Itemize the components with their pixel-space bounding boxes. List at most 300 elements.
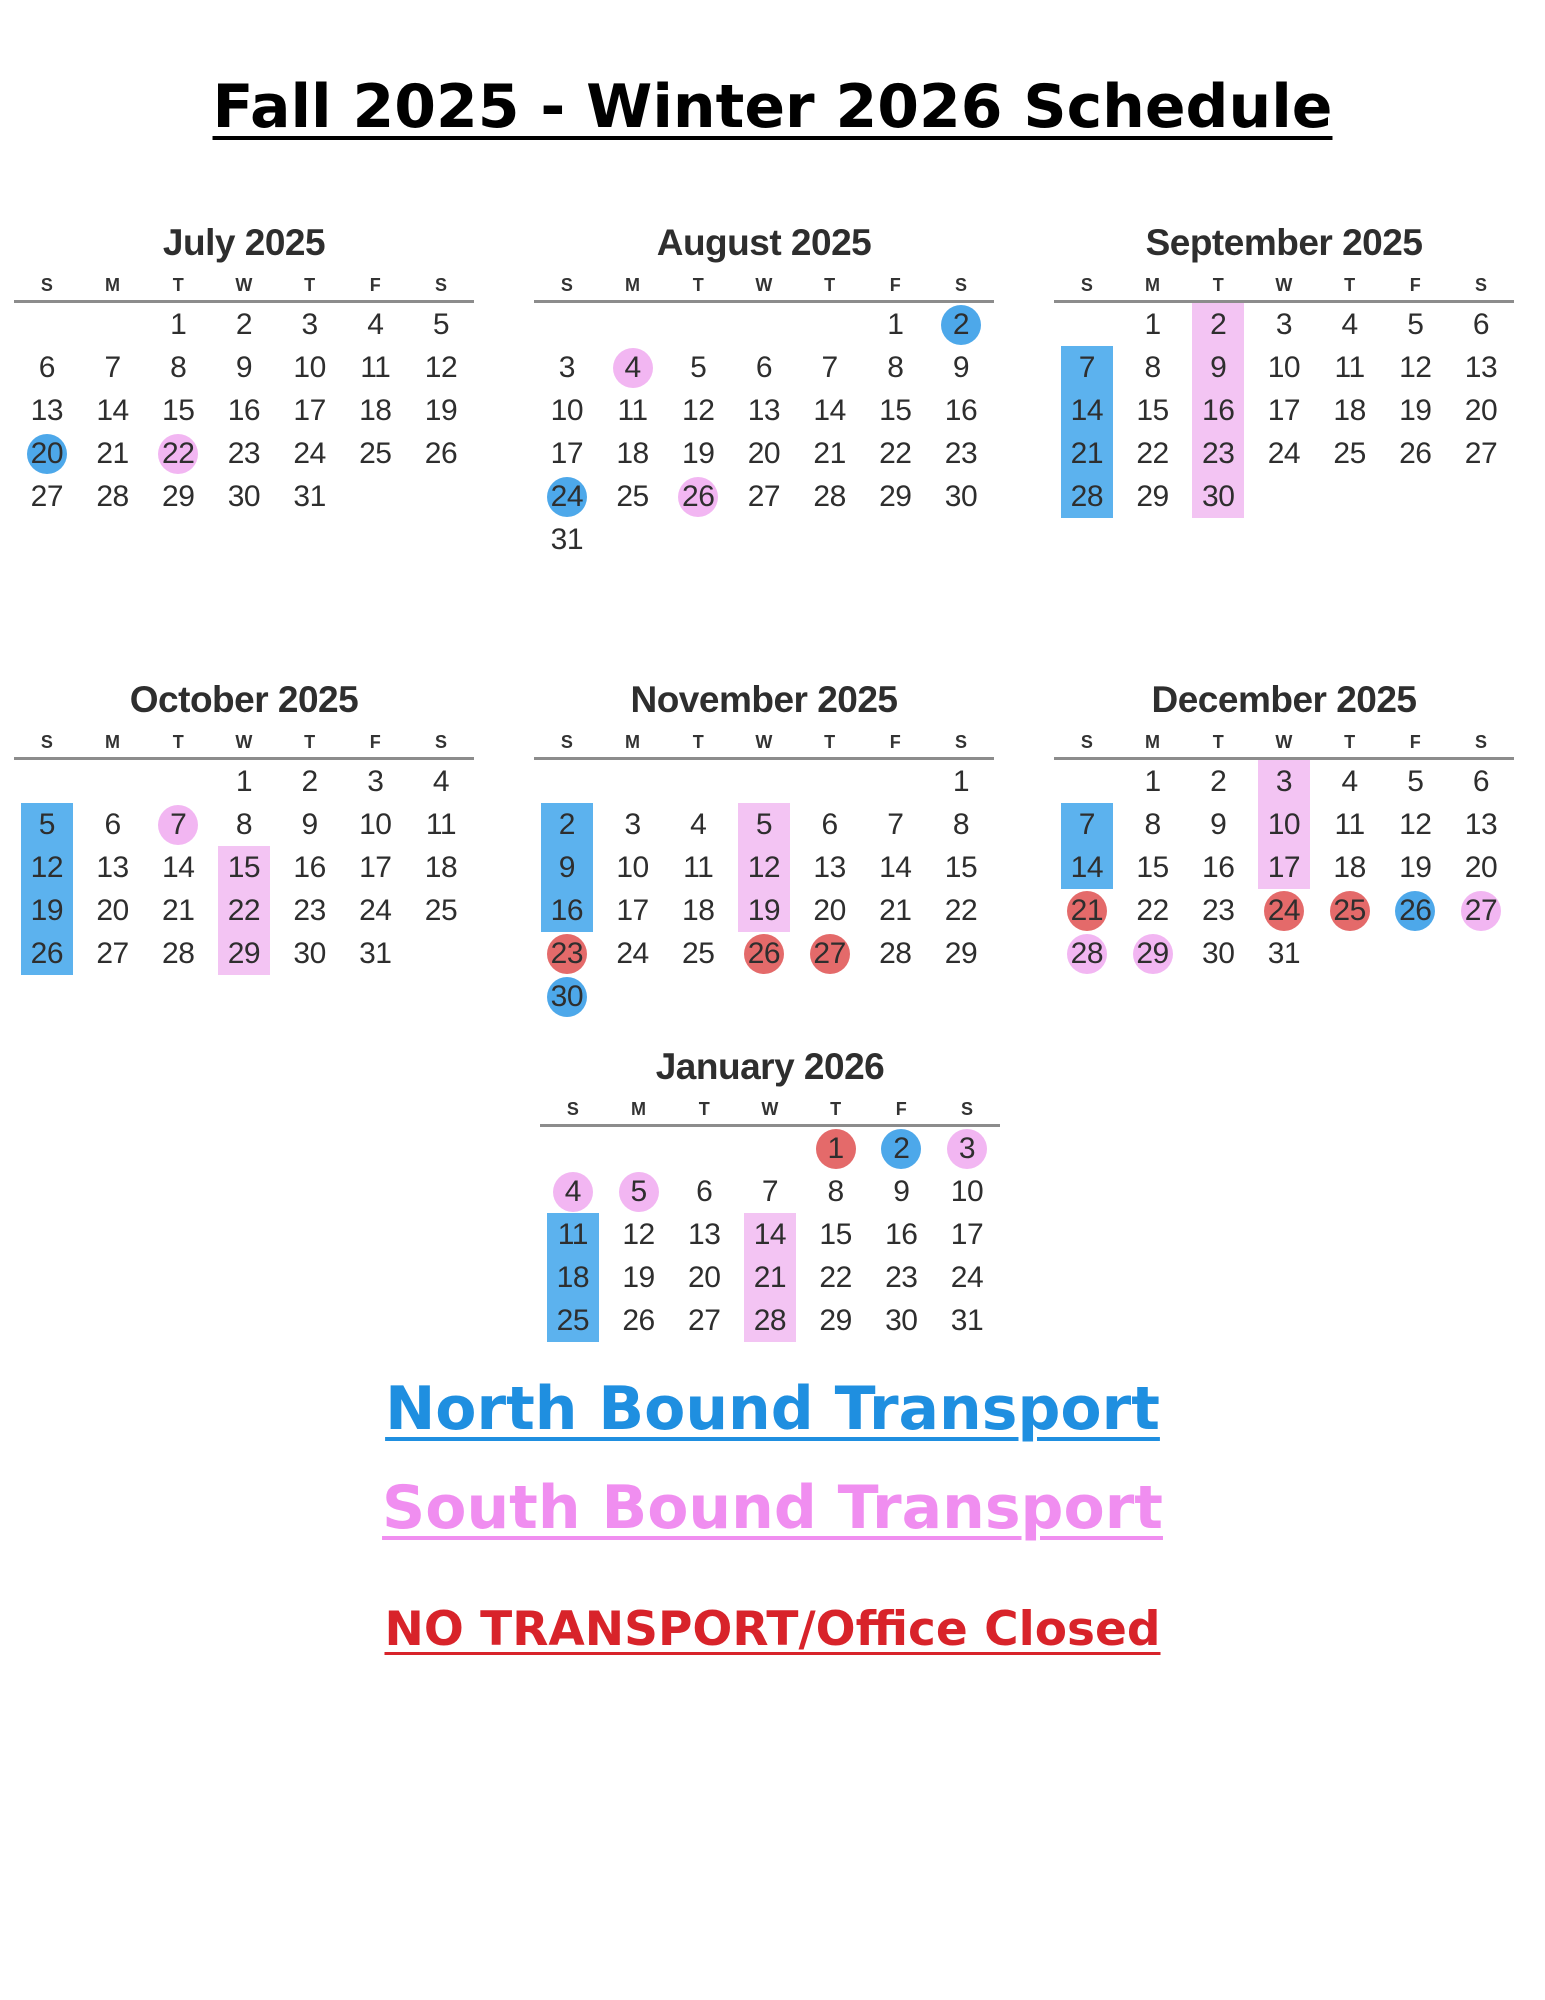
calendar-day: 9 xyxy=(1210,808,1227,841)
calendar-day: 20 xyxy=(1464,851,1498,884)
calendar-day: 14 xyxy=(162,851,195,884)
calendar-day: 15 xyxy=(1136,394,1169,427)
calendar-day: 11 xyxy=(1334,808,1365,841)
calendar-week xyxy=(14,303,474,346)
calendar-day: 15 xyxy=(227,851,261,884)
calendar-day-empty xyxy=(737,1127,803,1170)
calendar-week xyxy=(1054,475,1514,518)
calendar-day: 28 xyxy=(879,937,912,970)
calendar-day: 27 xyxy=(747,480,781,513)
calendar-day: 31 xyxy=(950,1304,984,1337)
month-title: January 2026 xyxy=(655,1046,885,1087)
calendar-day: 10 xyxy=(616,851,649,884)
calendar-day-empty xyxy=(145,760,211,803)
weekday-label: F xyxy=(369,275,381,295)
calendar-week xyxy=(534,889,994,932)
calendar-day: 5 xyxy=(1407,308,1424,341)
calendar-day: 23 xyxy=(1202,437,1235,470)
calendar-day: 17 xyxy=(616,894,649,927)
calendar-day: 3 xyxy=(1275,308,1292,341)
calendar-day-empty xyxy=(534,760,600,803)
calendar-day: 18 xyxy=(424,851,458,884)
calendar-week xyxy=(534,346,994,389)
calendar-day: 29 xyxy=(944,937,978,970)
calendar-day: 13 xyxy=(1464,351,1498,384)
weekday-label: T xyxy=(1212,275,1224,295)
calendar-day-empty xyxy=(797,760,863,803)
weekday-label: M xyxy=(105,732,121,752)
calendar-week xyxy=(540,1256,1000,1299)
calendar-day-empty xyxy=(862,975,928,1018)
calendar-day: 28 xyxy=(96,480,129,513)
calendar-day-empty xyxy=(1054,760,1120,803)
calendar-day: 22 xyxy=(879,437,912,470)
calendar-day-north-bound: 24 xyxy=(534,475,600,518)
calendar-day: 30 xyxy=(1202,937,1235,970)
calendar-week xyxy=(534,975,994,1018)
calendar-day: 4 xyxy=(1341,308,1358,341)
calendar-day: 5 xyxy=(690,351,707,384)
weekday-header xyxy=(14,727,474,760)
weekday-label: W xyxy=(1275,275,1293,295)
weekday-header xyxy=(540,1094,1000,1127)
weekday-label: M xyxy=(105,275,121,295)
calendar-september-2025 xyxy=(1054,216,1514,518)
calendar-day: 11 xyxy=(617,394,648,427)
weekday-label: S xyxy=(434,275,447,295)
calendar-day: 3 xyxy=(558,351,575,384)
calendar-day: 3 xyxy=(301,308,318,341)
weekday-label: W xyxy=(235,275,253,295)
weekday-label: S xyxy=(1080,732,1093,752)
calendar-day: 8 xyxy=(235,808,252,841)
calendar-day-closed: 21 xyxy=(1054,889,1120,932)
weekday-label: S xyxy=(40,732,53,752)
calendar-day: 12 xyxy=(1399,351,1432,384)
calendar-day: 15 xyxy=(879,394,912,427)
calendar-day: 25 xyxy=(359,437,392,470)
weekday-label: T xyxy=(1344,732,1356,752)
calendar-day: 5 xyxy=(1407,765,1424,798)
weekday-label: S xyxy=(1474,275,1487,295)
calendar-day: 12 xyxy=(622,1218,655,1251)
calendar-day-south-bound: 28 xyxy=(1054,932,1120,975)
calendar-week xyxy=(14,932,474,975)
calendar-day: 16 xyxy=(550,894,584,927)
calendar-week xyxy=(534,475,994,518)
weekday-label: S xyxy=(1080,275,1093,295)
calendar-day: 21 xyxy=(162,894,195,927)
weekday-label: S xyxy=(40,275,53,295)
calendar-day: 16 xyxy=(1202,851,1235,884)
weekday-label: S xyxy=(434,732,447,752)
calendar-day-empty xyxy=(1448,932,1514,975)
calendar-day-closed: 1 xyxy=(803,1127,869,1170)
month-title: November 2025 xyxy=(630,679,898,720)
calendar-day-empty xyxy=(731,303,797,346)
calendar-day: 8 xyxy=(887,351,904,384)
calendar-day: 11 xyxy=(425,808,457,841)
weekday-label: T xyxy=(692,732,704,752)
calendar-day: 2 xyxy=(235,308,252,341)
calendar-day: 18 xyxy=(1333,851,1366,884)
calendar-day: 5 xyxy=(755,808,772,841)
calendar-day: 30 xyxy=(944,480,978,513)
calendar-day: 31 xyxy=(550,523,584,556)
calendar-day: 11 xyxy=(1334,351,1365,384)
calendar-day-closed: 23 xyxy=(534,932,600,975)
calendar-day: 28 xyxy=(813,480,846,513)
calendar-day: 8 xyxy=(827,1175,844,1208)
calendar-day: 20 xyxy=(688,1261,721,1294)
calendar-day: 31 xyxy=(359,937,392,970)
calendar-day: 10 xyxy=(1267,351,1301,384)
weekday-label: S xyxy=(566,1099,579,1119)
calendar-day: 30 xyxy=(1202,480,1235,513)
calendar-day: 7 xyxy=(821,351,838,384)
calendar-day: 30 xyxy=(227,480,261,513)
weekday-label: T xyxy=(824,732,836,752)
calendar-day: 8 xyxy=(170,351,187,384)
calendar-day-empty xyxy=(731,975,797,1018)
calendar-day: 18 xyxy=(359,394,392,427)
weekday-label: T xyxy=(824,275,836,295)
weekday-label: S xyxy=(960,1099,973,1119)
calendar-day: 19 xyxy=(1399,394,1432,427)
month-grid xyxy=(534,303,994,561)
calendar-day-north-bound: 26 xyxy=(1382,889,1448,932)
legend-north-bound: North Bound Transport xyxy=(385,1374,1160,1444)
calendar-day: 8 xyxy=(952,808,970,841)
calendar-day: 29 xyxy=(819,1304,852,1337)
calendar-day-empty xyxy=(408,932,474,975)
calendar-day: 22 xyxy=(944,894,978,927)
calendar-day: 2 xyxy=(301,765,318,798)
month-title: August 2025 xyxy=(656,222,872,263)
weekday-label: T xyxy=(172,732,184,752)
calendar-day: 14 xyxy=(879,851,912,884)
calendar-day-empty xyxy=(600,760,666,803)
calendar-day-empty xyxy=(1054,303,1120,346)
calendar-week xyxy=(1054,303,1514,346)
month-title: December 2025 xyxy=(1151,679,1417,720)
calendar-week xyxy=(534,760,994,803)
calendar-day-north-bound: 2 xyxy=(868,1127,934,1170)
calendar-july-2025 xyxy=(14,216,474,518)
calendar-day: 12 xyxy=(1399,808,1432,841)
calendar-day: 21 xyxy=(813,437,846,470)
calendar-day-empty xyxy=(408,475,474,518)
calendar-day: 25 xyxy=(616,480,649,513)
calendar-day: 28 xyxy=(753,1304,787,1337)
calendar-day-closed: 26 xyxy=(731,932,797,975)
calendar-august-2025 xyxy=(534,216,994,561)
calendar-day: 16 xyxy=(227,394,261,427)
month-grid xyxy=(1054,760,1514,975)
calendar-day: 27 xyxy=(1464,437,1498,470)
calendar-day-empty xyxy=(80,760,146,803)
calendar-day: 17 xyxy=(293,394,326,427)
weekday-label: F xyxy=(889,732,901,752)
calendar-day-empty xyxy=(797,518,863,561)
calendar-day: 4 xyxy=(690,808,707,841)
calendar-day: 17 xyxy=(1267,851,1301,884)
calendar-week xyxy=(534,303,994,346)
weekday-label: S xyxy=(954,732,967,752)
calendar-day-empty xyxy=(797,303,863,346)
calendar-day: 2 xyxy=(558,808,575,841)
month-grid xyxy=(540,1127,1000,1342)
calendar-day-empty xyxy=(862,518,928,561)
calendar-week xyxy=(14,760,474,803)
calendar-day: 22 xyxy=(819,1261,852,1294)
weekday-label: T xyxy=(698,1099,710,1119)
weekday-label: W xyxy=(1275,732,1293,752)
calendar-day: 6 xyxy=(1472,308,1490,341)
calendar-week xyxy=(1054,760,1514,803)
calendar-day-empty xyxy=(1448,475,1514,518)
calendar-day: 10 xyxy=(359,808,392,841)
calendar-day-south-bound: 4 xyxy=(600,346,666,389)
calendar-day-south-bound: 5 xyxy=(606,1170,672,1213)
calendar-day: 29 xyxy=(162,480,195,513)
calendar-day-empty xyxy=(14,760,80,803)
weekday-label: F xyxy=(889,275,901,295)
calendar-day: 30 xyxy=(293,937,326,970)
calendar-week xyxy=(14,432,474,475)
month-title: July 2025 xyxy=(162,222,326,263)
calendar-day: 23 xyxy=(1202,894,1235,927)
calendar-day: 11 xyxy=(557,1218,588,1251)
calendar-week xyxy=(1054,889,1514,932)
calendar-day: 19 xyxy=(424,394,458,427)
calendar-week xyxy=(14,389,474,432)
calendar-day: 24 xyxy=(1267,437,1301,470)
calendar-day: 25 xyxy=(556,1304,590,1337)
calendar-day: 21 xyxy=(96,437,129,470)
calendar-day-empty xyxy=(600,975,666,1018)
calendar-day: 24 xyxy=(359,894,392,927)
calendar-week xyxy=(534,518,994,561)
calendar-week xyxy=(14,475,474,518)
calendar-day: 19 xyxy=(747,894,781,927)
calendar-day: 23 xyxy=(293,894,326,927)
calendar-day: 6 xyxy=(696,1175,713,1208)
calendar-day-empty xyxy=(731,518,797,561)
calendar-week xyxy=(14,803,474,846)
weekday-label: M xyxy=(625,275,641,295)
calendar-week xyxy=(534,846,994,889)
calendar-day: 13 xyxy=(747,394,781,427)
legend-south-bound: South Bound Transport xyxy=(382,1473,1163,1543)
month-grid xyxy=(1054,303,1514,518)
calendar-day-empty xyxy=(797,975,863,1018)
calendar-day-empty xyxy=(665,760,731,803)
calendar-day: 26 xyxy=(30,937,64,970)
calendar-day: 15 xyxy=(819,1218,852,1251)
calendar-day: 12 xyxy=(424,351,458,384)
calendar-day-empty xyxy=(342,475,408,518)
calendar-day: 12 xyxy=(682,394,715,427)
calendar-december-2025 xyxy=(1054,673,1514,975)
calendar-day-south-bound: 29 xyxy=(1120,932,1186,975)
weekday-label: F xyxy=(369,732,381,752)
calendar-week xyxy=(534,932,994,975)
calendar-day: 18 xyxy=(556,1261,590,1294)
calendar-day: 13 xyxy=(30,394,64,427)
calendar-day: 10 xyxy=(950,1175,984,1208)
calendar-day-empty xyxy=(665,303,731,346)
calendar-day: 13 xyxy=(96,851,129,884)
calendar-day: 17 xyxy=(1267,394,1301,427)
calendar-day-south-bound: 3 xyxy=(934,1127,1000,1170)
calendar-day: 24 xyxy=(293,437,326,470)
calendar-day: 7 xyxy=(104,351,121,384)
weekday-label: T xyxy=(304,275,316,295)
calendar-day: 6 xyxy=(755,351,772,384)
calendar-day: 15 xyxy=(944,851,978,884)
month-grid xyxy=(14,760,474,975)
calendar-october-2025 xyxy=(14,673,474,975)
calendar-day: 3 xyxy=(1275,765,1292,798)
weekday-label: M xyxy=(625,732,641,752)
calendar-day: 14 xyxy=(1070,851,1104,884)
calendar-day: 10 xyxy=(293,351,326,384)
calendar-day: 12 xyxy=(30,851,64,884)
calendar-week xyxy=(540,1127,1000,1170)
weekday-header xyxy=(1054,727,1514,760)
calendar-day: 13 xyxy=(688,1218,721,1251)
calendar-week xyxy=(540,1299,1000,1342)
calendar-day: 9 xyxy=(235,351,252,384)
calendar-day-empty xyxy=(1251,475,1317,518)
calendar-day-empty xyxy=(862,760,928,803)
calendar-day: 8 xyxy=(1144,808,1161,841)
page-title: Fall 2025 - Winter 2026 Schedule xyxy=(212,72,1333,142)
weekday-label: T xyxy=(1344,275,1356,295)
calendar-day: 6 xyxy=(38,351,55,384)
calendar-day: 19 xyxy=(30,894,64,927)
calendar-day-south-bound: 4 xyxy=(540,1170,606,1213)
calendar-week xyxy=(540,1170,1000,1213)
calendar-day-south-bound: 22 xyxy=(145,432,211,475)
calendar-day: 1 xyxy=(235,765,252,798)
weekday-header xyxy=(1054,270,1514,303)
calendar-day: 22 xyxy=(227,894,261,927)
calendar-day: 23 xyxy=(227,437,261,470)
weekday-label: W xyxy=(755,275,773,295)
calendar-day: 23 xyxy=(885,1261,918,1294)
calendar-day: 19 xyxy=(682,437,715,470)
calendar-day: 25 xyxy=(682,937,715,970)
calendar-week xyxy=(1054,846,1514,889)
calendar-day-empty xyxy=(1382,932,1448,975)
calendar-day: 30 xyxy=(885,1304,918,1337)
calendar-day: 17 xyxy=(550,437,584,470)
calendar-week xyxy=(1054,803,1514,846)
calendar-day: 28 xyxy=(162,937,195,970)
legend-office-closed: NO TRANSPORT/Office Closed xyxy=(384,1602,1161,1657)
weekday-label: M xyxy=(631,1099,647,1119)
calendar-day: 9 xyxy=(558,851,575,884)
calendar-day: 4 xyxy=(1341,765,1358,798)
calendar-day: 20 xyxy=(1464,394,1498,427)
calendar-day: 31 xyxy=(1267,937,1301,970)
calendar-week xyxy=(1054,432,1514,475)
weekday-label: W xyxy=(235,732,253,752)
calendar-day: 29 xyxy=(879,480,912,513)
calendar-day: 26 xyxy=(424,437,458,470)
calendar-day: 14 xyxy=(753,1218,787,1251)
calendar-day: 22 xyxy=(1136,894,1169,927)
calendar-day: 10 xyxy=(550,394,584,427)
calendar-day: 6 xyxy=(821,808,838,841)
weekday-label: M xyxy=(1145,732,1161,752)
weekday-label: T xyxy=(304,732,316,752)
calendar-day: 15 xyxy=(1136,851,1169,884)
weekday-label: S xyxy=(1474,732,1487,752)
weekday-label: T xyxy=(172,275,184,295)
calendar-day: 2 xyxy=(1210,765,1227,798)
calendar-day: 21 xyxy=(1070,437,1104,470)
weekday-header xyxy=(534,270,994,303)
calendar-day: 18 xyxy=(1333,394,1366,427)
calendar-day: 13 xyxy=(813,851,846,884)
calendar-day-closed: 27 xyxy=(797,932,863,975)
calendar-day: 4 xyxy=(367,308,384,341)
calendar-day: 13 xyxy=(1464,808,1498,841)
calendar-day: 9 xyxy=(1210,351,1227,384)
calendar-day: 14 xyxy=(813,394,846,427)
calendar-week xyxy=(1054,346,1514,389)
calendar-day: 22 xyxy=(1136,437,1169,470)
calendar-day: 12 xyxy=(747,851,781,884)
calendar-day: 11 xyxy=(683,851,714,884)
calendar-day: 29 xyxy=(1136,480,1169,513)
calendar-day: 6 xyxy=(104,808,121,841)
calendar-day: 16 xyxy=(944,394,978,427)
weekday-label: S xyxy=(560,275,573,295)
calendar-day: 16 xyxy=(293,851,326,884)
weekday-label: T xyxy=(692,275,704,295)
calendar-day-empty xyxy=(540,1127,606,1170)
month-grid xyxy=(14,303,474,518)
calendar-day-empty xyxy=(606,1127,672,1170)
weekday-label: T xyxy=(830,1099,842,1119)
calendar-day-empty xyxy=(671,1127,737,1170)
weekday-label: F xyxy=(1409,275,1421,295)
calendar-day: 21 xyxy=(753,1261,787,1294)
calendar-day-empty xyxy=(928,975,994,1018)
month-title: October 2025 xyxy=(129,679,359,720)
calendar-day-closed: 25 xyxy=(1317,889,1383,932)
calendar-day-empty xyxy=(1317,932,1383,975)
calendar-week xyxy=(540,1213,1000,1256)
calendar-day: 25 xyxy=(424,894,458,927)
calendar-day: 28 xyxy=(1070,480,1104,513)
calendar-day: 24 xyxy=(616,937,649,970)
weekday-label: F xyxy=(895,1099,907,1119)
calendar-week xyxy=(534,389,994,432)
calendar-day: 1 xyxy=(1144,308,1161,341)
calendar-week xyxy=(14,889,474,932)
calendar-week xyxy=(1054,389,1514,432)
calendar-day: 10 xyxy=(1267,808,1301,841)
month-grid xyxy=(534,760,994,1018)
calendar-day: 14 xyxy=(1070,394,1104,427)
calendar-day: 7 xyxy=(1078,351,1095,384)
calendar-day: 31 xyxy=(293,480,326,513)
